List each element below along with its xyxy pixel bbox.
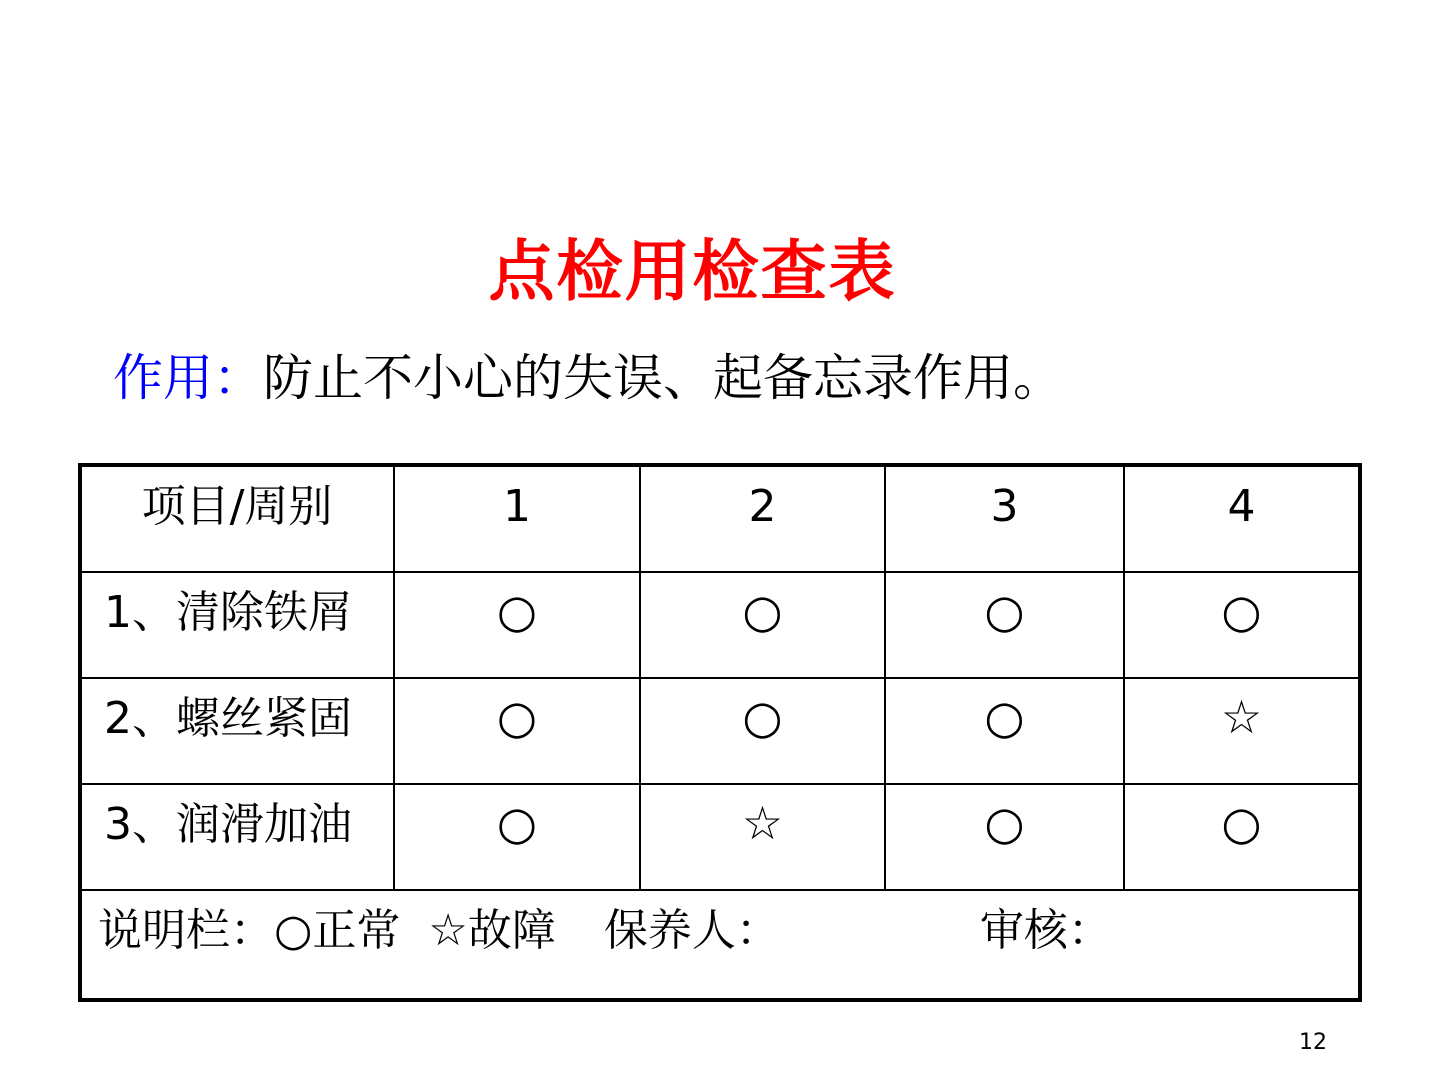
legend-normal: ○正常 (274, 905, 401, 956)
purpose-line (113, 343, 1063, 413)
row-item-label: 1、清除铁屑 (80, 572, 394, 678)
status-mark: ○ (394, 678, 640, 784)
status-mark: ○ (1124, 572, 1360, 678)
table-row (80, 678, 1360, 784)
legend-fault: ☆故障 (428, 905, 556, 956)
header-week-4: 4 (1124, 465, 1360, 572)
header-week-3: 3 (885, 465, 1124, 572)
table-row (80, 572, 1360, 678)
inspection-table (78, 463, 1362, 1002)
status-mark: ○ (394, 784, 640, 890)
legend-label: 说明栏： (98, 905, 274, 956)
header-week-2: 2 (640, 465, 885, 572)
status-mark: ○ (885, 572, 1124, 678)
note-row (80, 890, 1360, 1000)
purpose-label: 作用： (113, 349, 263, 407)
status-mark: ○ (885, 678, 1124, 784)
status-mark: ○ (640, 572, 885, 678)
table-header-row (80, 465, 1360, 572)
maintainer-label: 保养人： (603, 905, 780, 956)
status-mark: ○ (1124, 784, 1360, 890)
status-mark: ☆ (640, 784, 885, 890)
page-number: 12 (1299, 1030, 1327, 1055)
header-item-week: 项目/周别 (80, 465, 394, 572)
row-item-label: 3、润滑加油 (80, 784, 394, 890)
legend-cell (80, 890, 1360, 1000)
page-title: 点检用检查表 (488, 233, 897, 310)
row-item-label: 2、螺丝紧固 (80, 678, 394, 784)
status-mark: ○ (394, 572, 640, 678)
status-mark: ☆ (1124, 678, 1360, 784)
reviewer-label: 审核： (979, 905, 1112, 956)
header-week-1: 1 (394, 465, 640, 572)
table-row (80, 784, 1360, 890)
status-mark: ○ (640, 678, 885, 784)
status-mark: ○ (885, 784, 1124, 890)
purpose-text: 防止不小心的失误、起备忘录作用。 (263, 349, 1063, 407)
